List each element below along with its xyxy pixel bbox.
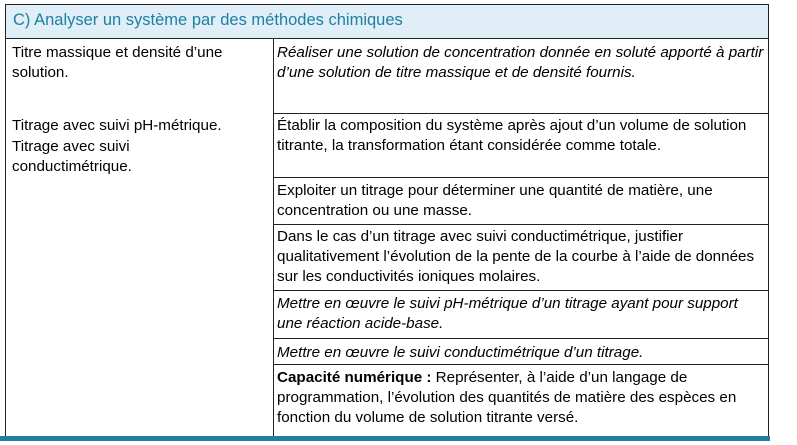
competences-table <box>5 4 769 441</box>
capacity-numerique-label: Capacité numérique : <box>277 369 432 386</box>
capacity-suivi-ph: Mettre en œuvre le suivi pH-métrique d’un titrage ayant pour support une réaction acide-base. <box>277 295 738 332</box>
row-divider <box>274 364 769 365</box>
row-divider <box>274 113 769 114</box>
capacity-exploiter-titrage: Exploiter un titrage pour déterminer une quantité de matière, une concentration ou une masse. <box>277 182 713 219</box>
notion-titrage-ph: Titrage avec suivi pH-métrique. <box>12 117 222 134</box>
capacity-justifier-pente: Dans le cas d’un titrage avec suivi conductimétrique, justifier qualitativement l’évolution de la pente de la courbe à l’aide de données sur les conductivités ioniques molaires. <box>277 228 755 285</box>
section-header <box>6 5 768 39</box>
row-divider <box>274 290 769 291</box>
notion-titre-massique: Titre massique et densité d’une solution. <box>12 44 223 81</box>
row-divider <box>274 224 769 225</box>
capacity-realiser-solution: Réaliser une solution de concentration donnée en soluté apporté à partir d’une solution de titre massique et de densité fournis. <box>277 44 764 81</box>
row-divider <box>274 338 769 339</box>
capacity-etablir-composition: Établir la composition du système après ajout d’un volume de solution titrante, la transformation étant considérée comme totale. <box>277 117 747 154</box>
capacity-numerique <box>277 368 767 428</box>
capacity-suivi-conductimetrique: Mettre en œuvre le suivi conductimétrique d’un titrage. <box>277 344 644 361</box>
section-title: C) Analyser un système par des méthodes chimiques <box>13 11 403 29</box>
column-divider <box>273 39 274 440</box>
bottom-rule <box>0 436 770 441</box>
capacity-numerique-text: Représenter, à l’aide d’un langage de programmation, l’évolution des quantités de matière des espèces en fonction du volume de solution titrante versé. <box>277 369 737 426</box>
notion-titrage-conductimetrique: Titrage avec suivi conductimétrique. <box>12 138 132 175</box>
row-divider <box>274 177 769 178</box>
